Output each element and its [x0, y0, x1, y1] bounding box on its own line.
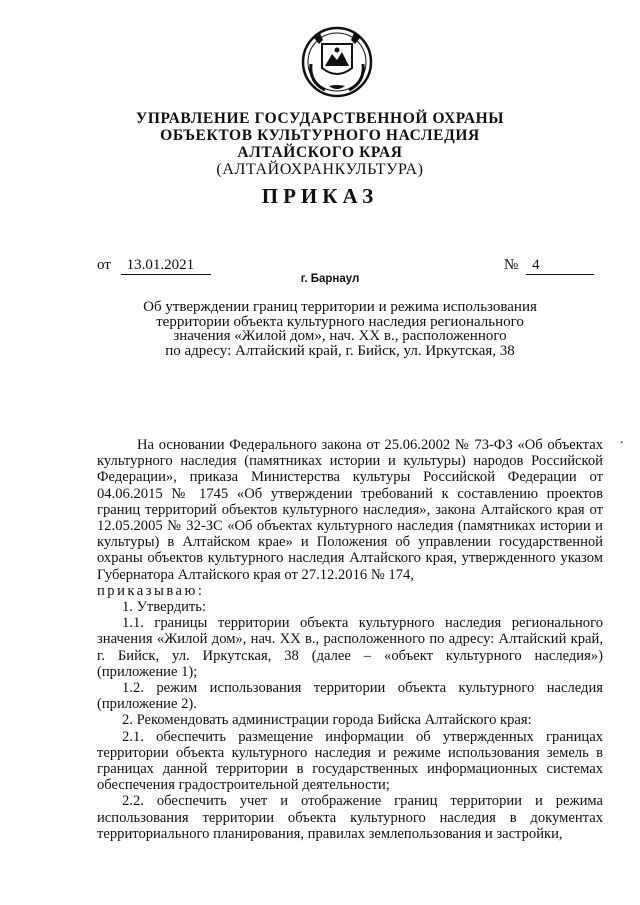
item-1-1: 1.1. границы территории объекта культурного наследия регионального значения «Жилой дом», нач. XX в., расположенного по адресу: Алтайский край, г. Бийск, ул. Иркутская, 38 (далее – «объект культурного наследия») (приложение 1); — [97, 615, 603, 680]
item-1: 1. Утвердить: — [122, 599, 207, 616]
document-body — [97, 437, 603, 842]
org-name-line-3: АЛТАЙСКОГО КРАЯ — [237, 144, 403, 161]
subject-line: Об утверждении границ территории и режима использования — [143, 299, 537, 315]
org-name-line-2: ОБЪЕКТОВ КУЛЬТУРНОГО НАСЛЕДИЯ — [160, 127, 480, 144]
subject-line: значения «Жилой дом», нач. XX в., расположенного — [173, 328, 507, 344]
coat-of-arms-icon — [297, 22, 377, 102]
number-prefix: № — [504, 257, 519, 273]
item-1-2: 1.2. режим использования территории объекта культурного наследия (приложение 2). — [97, 680, 603, 713]
subject-line: территории объекта культурного наследия регионального — [156, 313, 524, 330]
item-2: 2. Рекомендовать администрации города Бийска Алтайского края: — [122, 712, 532, 729]
document-subject — [120, 300, 560, 358]
document-number: 4 — [526, 257, 594, 275]
document-date: 13.01.2021 — [121, 257, 211, 275]
order-word: приказываю: — [97, 582, 205, 599]
org-name-abbrev: (АЛТАЙОХРАНКУЛЬТУРА) — [216, 161, 424, 178]
document-title: ПРИКАЗ — [261, 184, 379, 208]
org-name-line-1: УПРАВЛЕНИЕ ГОСУДАРСТВЕННОЙ ОХРАНЫ — [135, 110, 505, 127]
stray-mark: . — [620, 432, 624, 447]
item-2-2: 2.2. обеспечить учет и отображение границ территории и режима использования территории объекта культурного наследия в документах территориального планирования, правилах землепользования и застройки, — [97, 793, 603, 842]
preamble-paragraph: На основании Федерального закона от 25.06.2002 № 73-ФЗ «Об объектах культурного наследия (памятниках истории и культуры) народов Российской Федерации», приказа Министерства культуры Российской Федерации от 04.06.2015 № 1745 «Об утверждении требований к составлению проектов границ территорий объектов культурного наследия», закона Алтайского края от 12.05.2005 № 32-ЗС «Об объектах культурного наследия (памятниках истории и культуры) в Алтайском крае» и Положения об управлении государственной охраны объектов культурного наследия Алтайского края, утвержденного указом Губернатора Алтайского края от 27.12.2016 № 174, — [97, 437, 603, 583]
document-city: г. Барнаул — [300, 273, 360, 285]
date-prefix: от — [97, 257, 111, 273]
item-2-1: 2.1. обеспечить размещение информации об утвержденных границах территории объекта культурного наследия и режиме использования земель в границах данной территории в государственных информационных системах обеспечения градостроительной деятельности; — [97, 728, 603, 794]
subject-line: по адресу: Алтайский край, г. Бийск, ул. Иркутская, 38 — [165, 342, 515, 359]
